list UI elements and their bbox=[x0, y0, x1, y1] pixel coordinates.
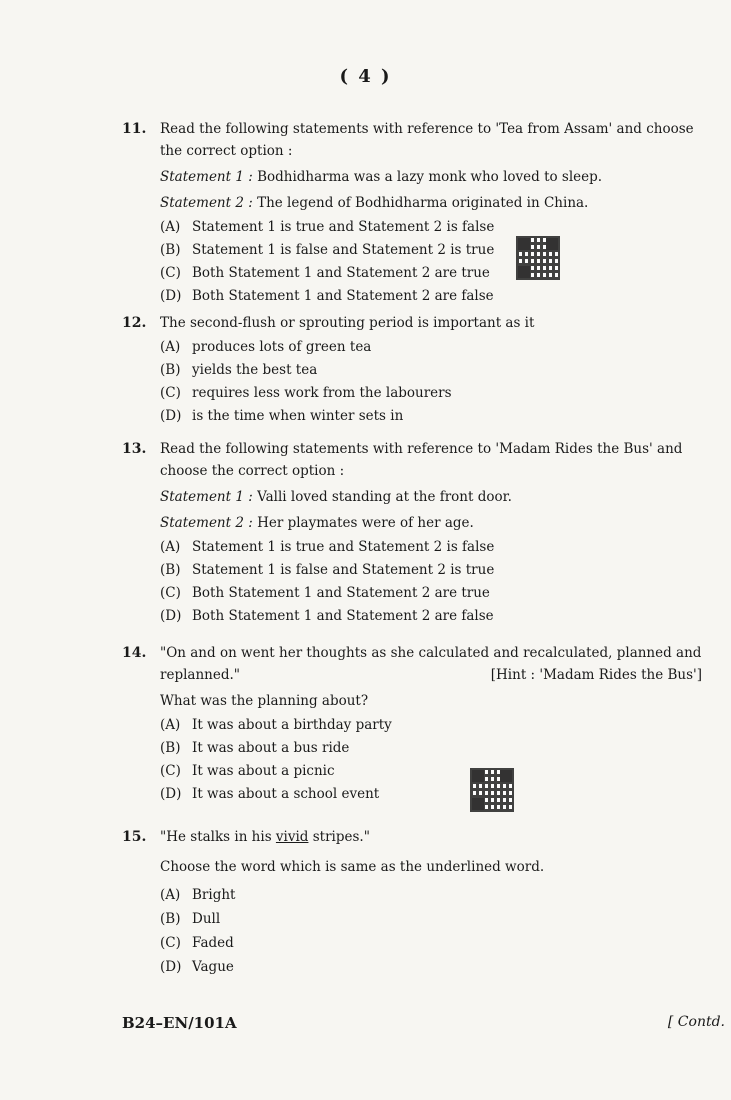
continued-marker: [ Contd. bbox=[667, 1014, 725, 1030]
question-number: 14. bbox=[122, 645, 147, 661]
qr-code-icon bbox=[516, 236, 560, 280]
question-stem: Read the following statements with reference to 'Madam Rides the Bus' and choose the correct option : bbox=[160, 441, 683, 479]
option-a[interactable]: (A) produces lots of green tea bbox=[160, 339, 372, 355]
qr-code-icon bbox=[470, 768, 514, 812]
hint-text: [Hint : 'Madam Rides the Bus'] bbox=[490, 667, 702, 683]
question-13 bbox=[122, 438, 702, 628]
statement-2: Statement 2 : Her playmates were of her age. bbox=[160, 515, 474, 531]
option-b[interactable]: (B) yields the best tea bbox=[160, 362, 318, 378]
question-number: 15. bbox=[122, 829, 147, 845]
option-a[interactable]: (A) Statement 1 is true and Statement 2 is false bbox=[160, 539, 495, 555]
option-d[interactable]: (D) is the time when winter sets in bbox=[160, 408, 404, 424]
option-a[interactable]: (A) Bright bbox=[160, 887, 236, 903]
option-c[interactable]: (C) Both Statement 1 and Statement 2 are true bbox=[160, 265, 490, 281]
sub-question: Choose the word which is same as the underlined word. bbox=[160, 859, 545, 875]
question-12 bbox=[122, 312, 702, 428]
question-number: 11. bbox=[122, 121, 147, 137]
paper-code: B24–EN/101A bbox=[122, 1014, 237, 1032]
question-14 bbox=[122, 642, 702, 806]
option-d[interactable]: (D) Both Statement 1 and Statement 2 are false bbox=[160, 608, 494, 624]
option-d[interactable]: (D) Both Statement 1 and Statement 2 are false bbox=[160, 288, 494, 304]
page-number: ( 4 ) bbox=[339, 66, 392, 87]
statement-1: Statement 1 : Bodhidharma was a lazy monk who loved to sleep. bbox=[160, 169, 603, 185]
question-stem: "On and on went her thoughts as she calculated and recalculated, planned and replanned." bbox=[160, 645, 702, 683]
option-a[interactable]: (A) Statement 1 is true and Statement 2 is false bbox=[160, 219, 495, 235]
option-c[interactable]: (C) Faded bbox=[160, 935, 234, 951]
option-b[interactable]: (B) It was about a bus ride bbox=[160, 740, 350, 756]
option-a[interactable]: (A) It was about a birthday party bbox=[160, 717, 392, 733]
question-number: 13. bbox=[122, 441, 147, 457]
statement-2: Statement 2 : The legend of Bodhidharma originated in China. bbox=[160, 195, 589, 211]
question-15 bbox=[122, 826, 702, 980]
option-c[interactable]: (C) It was about a picnic bbox=[160, 763, 335, 779]
option-b[interactable]: (B) Statement 1 is false and Statement 2 is true bbox=[160, 242, 495, 258]
option-c[interactable]: (C) Both Statement 1 and Statement 2 are true bbox=[160, 585, 490, 601]
option-b[interactable]: (B) Statement 1 is false and Statement 2 is true bbox=[160, 562, 495, 578]
option-d[interactable]: (D) Vague bbox=[160, 959, 234, 975]
question-stem: Read the following statements with reference to 'Tea from Assam' and choose the correct option : bbox=[160, 121, 694, 159]
question-stem: The second-flush or sprouting period is important as it bbox=[160, 315, 535, 331]
question-number: 12. bbox=[122, 315, 147, 331]
question-stem: "He stalks in his vivid stripes." bbox=[160, 829, 370, 845]
option-d[interactable]: (D) It was about a school event bbox=[160, 786, 380, 802]
sub-question: What was the planning about? bbox=[160, 693, 369, 709]
statement-1: Statement 1 : Valli loved standing at the front door. bbox=[160, 489, 512, 505]
underlined-word: vivid bbox=[275, 829, 309, 845]
question-11 bbox=[122, 118, 702, 308]
option-c[interactable]: (C) requires less work from the labourers bbox=[160, 385, 452, 401]
option-b[interactable]: (B) Dull bbox=[160, 911, 221, 927]
